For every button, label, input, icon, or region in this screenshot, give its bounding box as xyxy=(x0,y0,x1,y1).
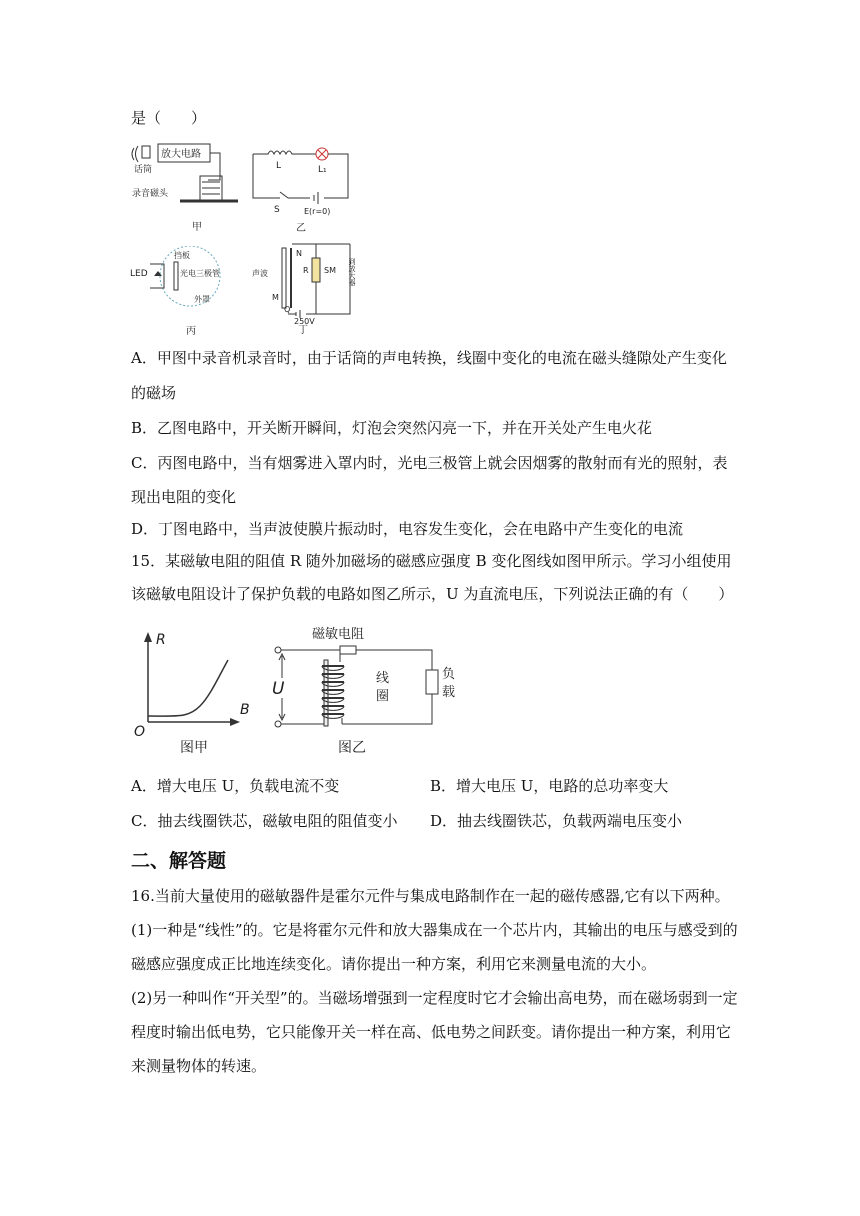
label-to-amp: 到放大器 xyxy=(348,258,356,286)
figure-circuit-yi xyxy=(268,622,468,756)
q16-part2-line1: (2)另一种叫作“开关型”的。当磁场增强到一定程度时它才会输出高电势，而在磁场弱到一定 xyxy=(131,989,738,1007)
q15-option-d: D．抽去线圈铁芯，负载两端电压变小 xyxy=(430,812,683,830)
figure-yi xyxy=(248,140,358,236)
label-baffle: 挡板 xyxy=(174,251,190,260)
q16-part2-line2: 程度时输出低电势，它只能像开关一样在高、低电势之间跃变。请你提出一种方案，利用它 xyxy=(131,1023,732,1041)
label-load-1: 负 xyxy=(442,667,456,682)
q15-stem-line2: 该磁敏电阻设计了保护负载的电路如图乙所示，U 为直流电压，下列说法正确的有（ ） xyxy=(131,585,734,603)
label-led: LED xyxy=(130,269,148,279)
figure-jia xyxy=(128,138,248,234)
section-heading: 二、解答题 xyxy=(131,850,227,872)
q15-option-c: C．抽去线圈铁芯，磁敏电阻的阻值变小 xyxy=(131,812,398,830)
label-Q: Q xyxy=(284,305,291,314)
label-bing: 丙 xyxy=(186,326,196,337)
label-mr: 磁敏电阻 xyxy=(312,627,365,642)
caption-circuit-yi: 图乙 xyxy=(338,740,366,756)
q15-option-b: B．增大电压 U，电路的总功率变大 xyxy=(430,777,669,795)
q15-stem-line1: 15．某磁敏电阻的阻值 R 随外加磁场的磁感应强度 B 变化图线如图甲所示。学习小组使用 xyxy=(131,552,732,570)
q16-stem: 16.当前大量使用的磁敏器件是霍尔元件与集成电路制作在一起的磁传感器,它有以下两种。 xyxy=(131,887,730,905)
origin-label: O xyxy=(134,724,146,740)
q14-stem-tail: 是（ ） xyxy=(131,109,207,127)
label-yi: 乙 xyxy=(296,223,306,234)
axis-label-r: R xyxy=(156,632,166,648)
label-ding: 丁 xyxy=(298,325,308,334)
label-load-2: 载 xyxy=(442,685,456,700)
label-jia: 甲 xyxy=(192,222,202,233)
axis-label-b: B xyxy=(240,702,250,718)
q14-option-b: B．乙图电路中，开关断开瞬间，灯泡会突然闪亮一下，并在开关处产生电火花 xyxy=(131,419,653,437)
label-R: R xyxy=(303,266,309,275)
q14-option-c-line1: C．丙图电路中，当有烟雾进入罩内时，光电三极管上就会因烟雾的散射而有光的照射，表 xyxy=(131,454,728,472)
q14-option-a-line2: 的磁场 xyxy=(131,384,177,402)
label-L: L xyxy=(276,161,282,171)
label-coil-1: 线 xyxy=(376,671,390,686)
label-SM: SM xyxy=(324,266,336,275)
label-E: E(r=0) xyxy=(304,207,331,216)
q14-option-a-line1: A．甲图中录音机录音时，由于话筒的声电转换，线圈中变化的电流在磁头缝隙处产生变化 xyxy=(131,349,727,367)
label-amplifier: 放大电路 xyxy=(161,149,201,160)
label-250v: 250V xyxy=(294,317,315,326)
label-cover: 外罩 xyxy=(194,295,210,304)
label-L1: L₁ xyxy=(318,165,327,175)
figure-bing xyxy=(128,246,248,338)
label-coil-2: 圈 xyxy=(376,689,390,704)
label-mic: 话筒 xyxy=(134,165,153,175)
q16-part1-line1: (1)一种是“线性”的。它是将霍尔元件和放大器集成在一个芯片内，其输出的电压与感受到的 xyxy=(131,921,738,939)
label-S: S xyxy=(274,205,280,215)
label-u: U xyxy=(272,679,285,699)
q16-part2-line3: 来测量物体的转速。 xyxy=(131,1057,267,1075)
caption-graph-jia: 图甲 xyxy=(180,740,208,756)
label-N: N xyxy=(296,249,302,258)
label-M: M xyxy=(272,293,279,302)
q16-part1-line2: 磁感应强度成正比地连续变化。请你提出一种方案，利用它来测量电流的大小。 xyxy=(131,955,657,973)
figure-graph-jia xyxy=(128,622,268,756)
q15-option-a: A．增大电压 U，负载电流不变 xyxy=(131,777,340,795)
q14-option-c-line2: 现出电阻的变化 xyxy=(131,488,237,506)
figure-ding xyxy=(250,238,362,334)
label-photodiode: 光电三极管 xyxy=(180,269,220,278)
label-head: 录音磁头 xyxy=(132,189,169,199)
label-sound: 声波 xyxy=(252,269,268,278)
q14-option-d: D．丁图电路中，当声波使膜片振动时，电容发生变化，会在电路中产生变化的电流 xyxy=(131,520,684,538)
